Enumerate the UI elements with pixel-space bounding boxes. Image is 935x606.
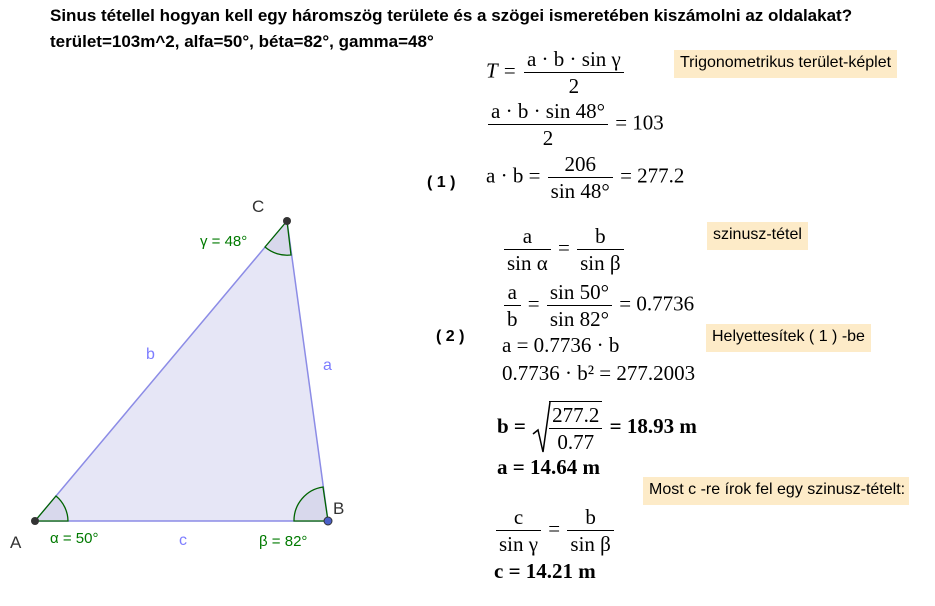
note-now-c: Most c -re írok fel egy szinusz-tételt: (643, 477, 909, 505)
note-sine-rule: szinusz-tétel (707, 222, 808, 250)
vertex-c-label: C (252, 197, 265, 216)
triangle-abc (35, 221, 328, 521)
question-title: Sinus tétellel hogyan kell egy háromszög területe és a szögei ismeretében kiszámolni az oldalakat? (50, 6, 853, 25)
vertex-c-point[interactable] (283, 217, 291, 225)
side-a-label: a (323, 357, 332, 374)
area-substituted: $\frac{a \cdot b \cdot \sin 48^\circ}{2}$ = 103 (486, 98, 664, 151)
c-result: c = 14.21 m (494, 559, 596, 583)
side-c-label: c (179, 532, 187, 549)
gamma-label: γ = 48° (200, 233, 248, 250)
a-in-terms-of-b: a = 0.7736 · b (502, 333, 620, 357)
equation-label-1: ( 1 ) (427, 174, 456, 191)
vertex-b-point[interactable] (324, 517, 332, 525)
vertex-a-label: A (10, 533, 22, 552)
b-squared-equation: 0.7736 · b² = 277.2003 (502, 361, 696, 385)
sine-rule-cb: $\frac{c}{\text{sin γ}}$ = $\frac{b}{\text{sin β}}$ (494, 504, 616, 557)
vertex-b-label: B (333, 499, 345, 518)
side-b-label: b (146, 346, 155, 363)
vertex-a-point[interactable] (31, 517, 39, 525)
note-trig-area: Trigonometrikus terület-képlet (674, 50, 897, 78)
area-formula: T = $\frac{\text{a · b · sin γ}}{2}$ (486, 46, 626, 99)
sine-rule-ab: $\frac{a}{\text{sin α}}$ = $\frac{b}{\text{sin β}}$ (502, 223, 626, 276)
equation-label-2: ( 2 ) (436, 328, 465, 345)
beta-label: β = 82° (259, 533, 308, 550)
given-values: terület=103m^2, alfa=50°, béta=82°, gamma=48° (50, 32, 434, 51)
product-ab: a · b = $\frac{206}{\sin 48^\circ}$ = 277.2 (486, 152, 685, 203)
ratio-ab: $\frac{a}{b}$ = $\frac{\sin 50^\circ}{\sin 82^\circ}$ = 0.7736 (502, 279, 694, 332)
a-result: a = 14.64 m (497, 455, 600, 479)
square-root: $\frac{277.2}{0.77}$ (531, 400, 604, 456)
gamma-arc (265, 221, 291, 255)
b-result: b = $\frac{277.2}{0.77}$ = 18.93 m (497, 400, 697, 456)
note-substitute: Helyettesítek ( 1 ) -be (706, 324, 871, 352)
alpha-label: α = 50° (50, 530, 99, 547)
